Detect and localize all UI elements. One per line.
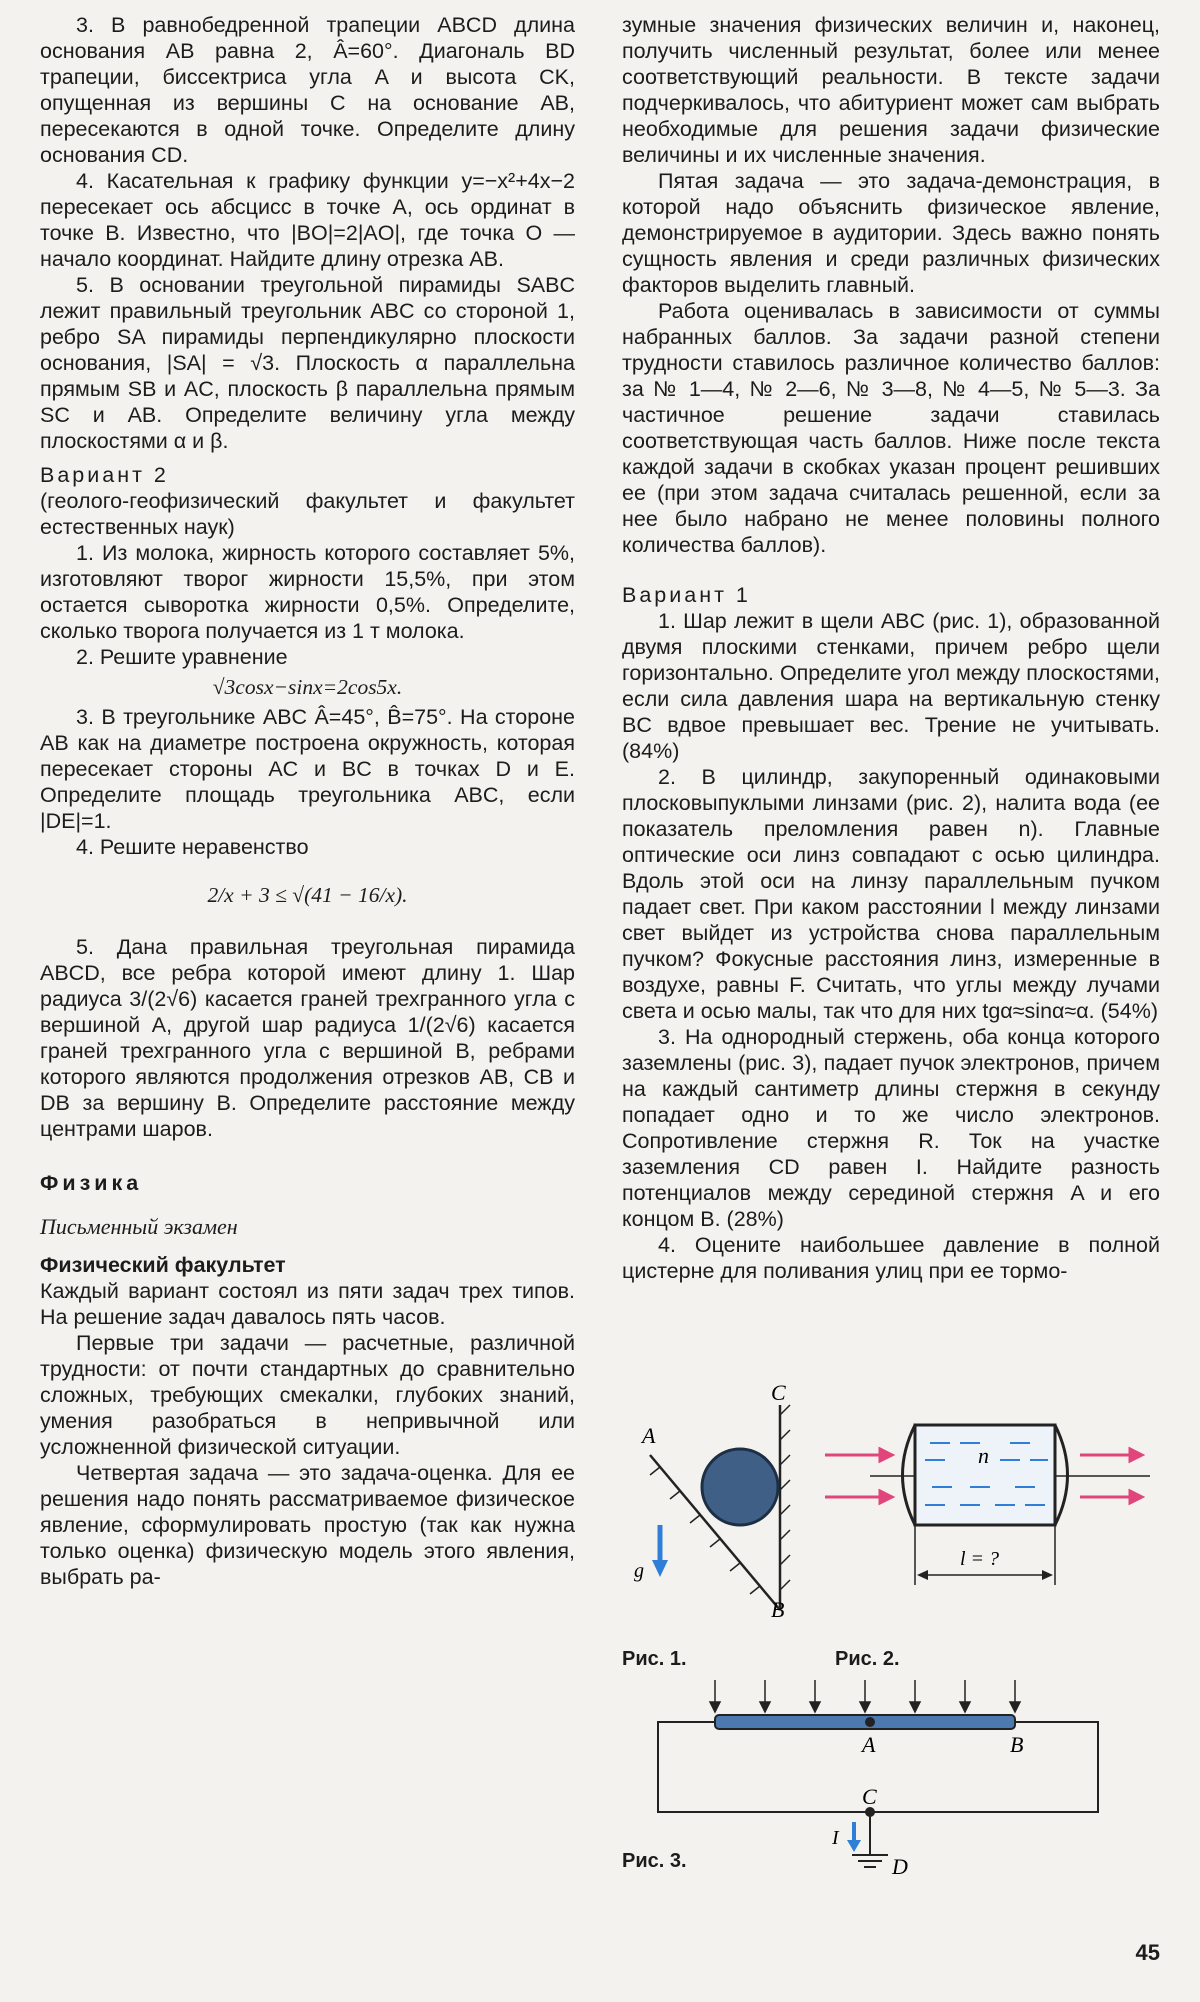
fig3-caption: Рис. 3. — [622, 1850, 687, 1872]
v2-problem-3-triangle: 3. В треугольнике ABC Â=45°, B̂=75°. На стороне AB как на диаметре построена окружность, которая пересекает стороны AC и BC в точках D и E. Определите площадь треугольника ABC, если |DE|=1. — [40, 705, 575, 833]
right-lens — [1055, 1425, 1068, 1525]
fig3-label-c: C — [862, 1784, 877, 1809]
problem-3-trapezoid: 3. В равнобедренной трапеции ABCD длина основания AB равна 2, Â=60°. Диагональ BD трапеции, биссектриса угла A и высота CK, опущенная из вершины C на основание AB, пересекаются в одной точке. Определите длину основания CD. — [40, 13, 575, 167]
physics-intro-5: Пятая задача — это задача-демонстрация, в которой надо объяснить физическое явление, демонстрируемое в аудитории. Здесь важно понять сущность явления и среди различных физических факторов выделить главный. — [622, 169, 1160, 297]
problem-5-pyramid: 5. В основании треугольной пирамиды SABC лежит правильный треугольник ABC со стороной 1, ребро SA пирамиды перпендикулярно плоскости основания, |SA| = √3. Плоскость α параллельна прямым SB и AC, плоскость β параллельна прямым SC и AB. Определите величину угла между плоскостями α и β. — [40, 273, 575, 453]
page-number: 45 — [1135, 1940, 1160, 1965]
fig1-label-c: C — [771, 1385, 786, 1405]
ball — [702, 1449, 778, 1525]
fig3-label-d: D — [892, 1854, 908, 1879]
v2-equation-2: √3cosx−sinx=2cos5x. — [212, 675, 403, 699]
v2-problem-5-spheres: 5. Дана правильная треугольная пирамида ABCD, все ребра которой имеют длину 1. Шар радиуса 3/(2√6) касается граней трехгранного угла с вершиной A, другой шар радиуса 1/(2√6) касается граней трехгранного угла с вершиной B, ребрами которого являются продолжения отрезков AB, CB и DB за вершину B. Определите расстояние между центрами шаров. — [40, 935, 575, 1141]
figure-2 — [820, 1415, 1150, 1595]
variant-2-faculties: (геолого-геофизический факультет и факультет естественных наук) — [40, 489, 575, 539]
physics-faculty-heading: Физический факультет — [40, 1253, 286, 1277]
physics-problem-3: 3. На однородный стержень, оба конца которого заземлены (рис. 3), падает пучок электронов, причем на каждый сантиметр длины стержня в секунду попадает одно и то же число электронов. Сопротивление стержня R. Ток на участке заземления CD равен I. Найдите разность потенциалов между серединой стержня A и его концом B. (28%) — [622, 1025, 1160, 1231]
problem-4-tangent: 4. Касательная к графику функции y=−x²+4x−2 пересекает ось абсцисс в точке A, ось ординат в точке B. Известно, что |BO|=2|AO|, где точка O — начало координат. Найдите длину отрезка AB. — [40, 169, 575, 271]
fig1-label-a: A — [642, 1423, 656, 1448]
physics-problem-1: 1. Шар лежит в щели ABC (рис. 1), образованной двумя плоскими стенками, причем ребро щели горизонтально. Определите угол между плоскостями, если сила давления шара на вертикальную стенку BC вдвое превышает вес. Трение не учитывать. (84%) — [622, 609, 1160, 763]
left-lens — [903, 1425, 916, 1525]
v2-problem-2-label: 2. Решите уравнение — [76, 645, 288, 669]
fig1-label-b: B — [771, 1597, 785, 1622]
fig3-label-b: B — [1010, 1732, 1024, 1757]
physics-intro-1: Каждый вариант состоял из пяти задач трех типов. На решение задач давалось пять часов. — [40, 1279, 575, 1329]
fig3-label-a: A — [862, 1732, 876, 1757]
variant-2-heading: Вариант 2 — [40, 463, 169, 487]
physics-intro-3: Четвертая задача — это задача-оценка. Для ее решения надо понять рассматриваемое физическое явление, сформулировать простую (так как нужна только оценка) физическую модель этого явления, выбрать ра- — [40, 1461, 575, 1589]
fig1-label-g: g⃗ — [634, 1560, 660, 1582]
variant-1-heading: Вариант 1 — [622, 583, 751, 607]
right-column — [622, 12, 1160, 1284]
written-exam-heading: Письменный экзамен — [40, 1214, 238, 1239]
fig1-caption: Рис. 1. — [622, 1648, 687, 1670]
v2-inequality-4: 2/x + 3 ≤ √(41 − 16/x). — [207, 883, 408, 907]
fig2-caption: Рис. 2. — [835, 1648, 900, 1670]
v2-problem-1-milk: 1. Из молока, жирность которого составляет 5%, изготовляют творог жирности 15,5%, при этом остается сыворотка жирности 0,5%. Определите, сколько творога получается из 1 т молока. — [40, 541, 575, 643]
fig2-label-l: l = ? — [960, 1548, 1000, 1570]
physics-intro-4: зумные значения физических величин и, наконец, получить численный результат, более или менее соответствующий реальности. В тексте задачи подчеркивалось, что абитуриент может сам выбрать необходимые для решения задачи физические величины и их численные значения. — [622, 13, 1160, 167]
physics-intro-2: Первые три задачи — расчетные, различной трудности: от почти стандартных до сравнительно сложных, требующих смекалки, глубоких знаний, умения разобраться в непривычной или усложненной физической ситуации. — [40, 1331, 575, 1459]
fig2-label-n: n — [978, 1443, 989, 1468]
figure-1 — [630, 1385, 810, 1625]
v2-problem-4-label: 4. Решите неравенство — [76, 835, 309, 859]
figure-3 — [640, 1680, 1110, 1890]
physics-problem-2: 2. В цилиндр, закупоренный одинаковыми плосковыпуклыми линзами (рис. 2), налита вода (ее показатель преломления равен n). Главные оптические оси линз совпадают с осью цилиндра. Вдоль этой оси на линзу параллельным пучком падает свет. При каком расстоянии l между линзами свет выйдет из устройства снова параллельным пучком? Фокусные расстояния линз, измеренные в воздухе, равны F. Считать, что углы между лучами света и осью малы, так что для них tgα≈sinα≈α. (54%) — [622, 765, 1160, 1023]
electron-beam-arrows — [710, 1680, 1020, 1712]
physics-intro-6: Работа оценивалась в зависимости от суммы набранных баллов. За задачи разной степени трудности ставилось различное количество баллов: за № 1—4, № 2—6, № 3—8, № 4—5, № 5—3. За частичное решение задачи ставилась соответствующая часть баллов. Ниже после текста каждой задачи в скобках указан процент решивших ее (при этом задача считалась решенной, если за нее было набрано не менее половины полного количества баллов). — [622, 299, 1160, 557]
physics-problem-4: 4. Оцените наибольшее давление в полной цистерне для поливания улиц при ее тормо- — [622, 1233, 1160, 1283]
fig3-label-i: I — [832, 1827, 839, 1849]
cylinder — [915, 1425, 1055, 1525]
left-column — [40, 12, 575, 1590]
section-physics: Физика — [40, 1171, 143, 1195]
